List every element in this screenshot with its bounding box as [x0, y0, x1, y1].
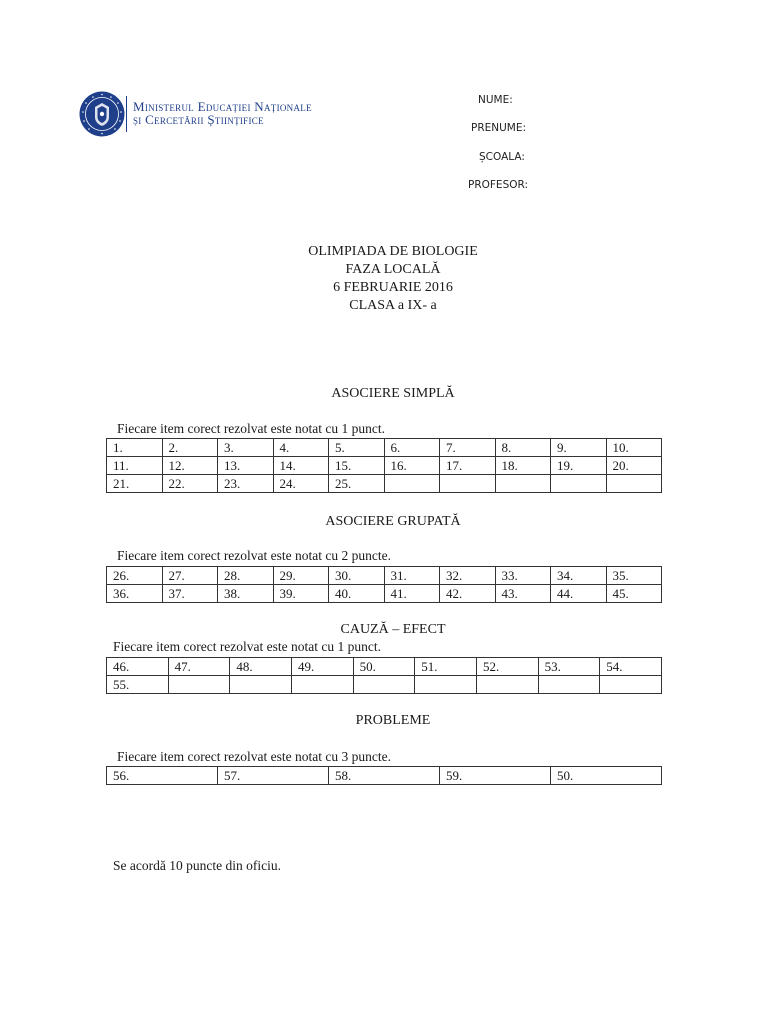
answer-cell[interactable]: 59. — [440, 767, 551, 785]
answer-cell[interactable] — [495, 475, 551, 493]
section-heading-asociere-grupata: ASOCIERE GRUPATĂ — [325, 514, 461, 529]
answer-table-asociere-simpla — [106, 438, 662, 493]
answer-cell[interactable]: 56. — [107, 767, 218, 785]
answer-cell[interactable] — [353, 676, 415, 694]
answer-cell[interactable]: 2. — [162, 439, 218, 457]
answer-cell[interactable]: 23. — [218, 475, 274, 493]
field-scoala: ȘCOALA: — [479, 150, 525, 163]
coat-of-arms-seal-icon — [78, 90, 126, 138]
answer-cell[interactable]: 11. — [107, 457, 163, 475]
answer-cell[interactable]: 52. — [476, 658, 538, 676]
answer-table-probleme — [106, 766, 662, 785]
answer-cell[interactable]: 22. — [162, 475, 218, 493]
answer-cell[interactable]: 10. — [606, 439, 662, 457]
answer-cell[interactable]: 25. — [329, 475, 385, 493]
title-line-3: 6 FEBRUARIE 2016 — [333, 280, 453, 295]
table-row — [107, 457, 662, 475]
answer-cell[interactable]: 42. — [440, 585, 496, 603]
title-line-1: OLIMPIADA DE BIOLOGIE — [308, 244, 478, 259]
answer-cell[interactable]: 43. — [495, 585, 551, 603]
table-row — [107, 767, 662, 785]
answer-cell[interactable]: 28. — [218, 567, 274, 585]
answer-cell[interactable]: 3. — [218, 439, 274, 457]
section-heading-cauza-efect: CAUZĂ – EFECT — [340, 622, 446, 637]
answer-cell[interactable] — [230, 676, 292, 694]
table-row — [107, 676, 662, 694]
section-note-asociere-grupata: Fiecare item corect rezolvat este notat cu 2 puncte. — [117, 548, 391, 563]
table-row — [107, 439, 662, 457]
field-profesor: PROFESOR: — [468, 178, 529, 191]
section-note-cauza-efect: Fiecare item corect rezolvat este notat cu 1 punct. — [113, 639, 382, 654]
answer-cell[interactable]: 34. — [551, 567, 607, 585]
answer-cell[interactable] — [606, 475, 662, 493]
answer-cell[interactable]: 44. — [551, 585, 607, 603]
answer-cell[interactable]: 17. — [440, 457, 496, 475]
answer-cell[interactable]: 47. — [168, 658, 230, 676]
section-heading-probleme: PROBLEME — [355, 713, 431, 728]
ministry-line-2: și Cercetării Științifice — [133, 112, 264, 127]
answer-table-cauza-efect — [106, 657, 662, 694]
title-line-4: CLASA a IX- a — [349, 298, 437, 313]
answer-cell[interactable]: 13. — [218, 457, 274, 475]
answer-cell[interactable]: 41. — [384, 585, 440, 603]
answer-cell[interactable] — [384, 475, 440, 493]
logo-divider — [126, 96, 127, 132]
answer-cell[interactable]: 24. — [273, 475, 329, 493]
answer-cell[interactable]: 4. — [273, 439, 329, 457]
table-row — [107, 658, 662, 676]
answer-cell[interactable]: 49. — [291, 658, 353, 676]
answer-cell[interactable]: 53. — [538, 658, 600, 676]
answer-cell[interactable]: 45. — [606, 585, 662, 603]
answer-cell[interactable]: 31. — [384, 567, 440, 585]
answer-cell[interactable]: 50. — [353, 658, 415, 676]
field-prenume: PRENUME: — [471, 122, 527, 135]
answer-cell[interactable]: 1. — [107, 439, 163, 457]
answer-cell[interactable]: 16. — [384, 457, 440, 475]
answer-cell[interactable]: 6. — [384, 439, 440, 457]
answer-cell[interactable]: 46. — [107, 658, 169, 676]
footer-note: Se acordă 10 puncte din oficiu. — [113, 858, 281, 873]
ministry-line-1: Ministerul Educației Naționale — [133, 99, 312, 114]
answer-cell[interactable]: 40. — [329, 585, 385, 603]
section-note-asociere-simpla: Fiecare item corect rezolvat este notat cu 1 punct. — [117, 421, 386, 436]
table-row — [107, 567, 662, 585]
answer-cell[interactable] — [440, 475, 496, 493]
field-nume: NUME: — [478, 94, 513, 106]
answer-cell[interactable]: 27. — [162, 567, 218, 585]
answer-cell[interactable]: 20. — [606, 457, 662, 475]
section-note-probleme: Fiecare item corect rezolvat este notat cu 3 puncte. — [117, 749, 391, 764]
table-row — [107, 585, 662, 603]
answer-cell[interactable]: 5. — [329, 439, 385, 457]
answer-cell[interactable]: 39. — [273, 585, 329, 603]
section-heading-asociere-simpla: ASOCIERE SIMPLĂ — [331, 386, 455, 401]
answer-cell[interactable] — [476, 676, 538, 694]
answer-cell[interactable]: 51. — [415, 658, 477, 676]
answer-cell[interactable]: 33. — [495, 567, 551, 585]
answer-cell[interactable]: 15. — [329, 457, 385, 475]
answer-cell[interactable]: 54. — [600, 658, 662, 676]
answer-cell[interactable]: 18. — [495, 457, 551, 475]
answer-cell[interactable]: 8. — [495, 439, 551, 457]
answer-cell[interactable]: 36. — [107, 585, 163, 603]
answer-cell[interactable]: 57. — [218, 767, 329, 785]
answer-cell[interactable]: 12. — [162, 457, 218, 475]
ministry-name — [133, 100, 312, 126]
student-fields — [468, 94, 528, 207]
answer-cell[interactable]: 50. — [551, 767, 662, 785]
answer-table-asociere-grupata — [106, 566, 662, 603]
answer-cell[interactable]: 48. — [230, 658, 292, 676]
document-title — [0, 243, 768, 315]
answer-cell[interactable] — [291, 676, 353, 694]
answer-cell[interactable] — [168, 676, 230, 694]
table-row — [107, 475, 662, 493]
answer-cell[interactable] — [415, 676, 477, 694]
answer-cell[interactable]: 37. — [162, 585, 218, 603]
answer-cell[interactable]: 14. — [273, 457, 329, 475]
title-line-2: FAZA LOCALĂ — [345, 262, 441, 277]
answer-cell[interactable]: 35. — [606, 567, 662, 585]
answer-cell[interactable]: 9. — [551, 439, 607, 457]
answer-cell[interactable]: 21. — [107, 475, 163, 493]
answer-cell[interactable]: 58. — [329, 767, 440, 785]
answer-cell[interactable]: 30. — [329, 567, 385, 585]
answer-cell[interactable]: 7. — [440, 439, 496, 457]
answer-cell[interactable]: 29. — [273, 567, 329, 585]
answer-cell[interactable]: 32. — [440, 567, 496, 585]
answer-cell[interactable]: 55. — [107, 676, 169, 694]
answer-cell[interactable] — [551, 475, 607, 493]
answer-cell[interactable] — [600, 676, 662, 694]
answer-cell[interactable] — [538, 676, 600, 694]
answer-cell[interactable]: 38. — [218, 585, 274, 603]
answer-cell[interactable]: 26. — [107, 567, 163, 585]
answer-cell[interactable]: 19. — [551, 457, 607, 475]
